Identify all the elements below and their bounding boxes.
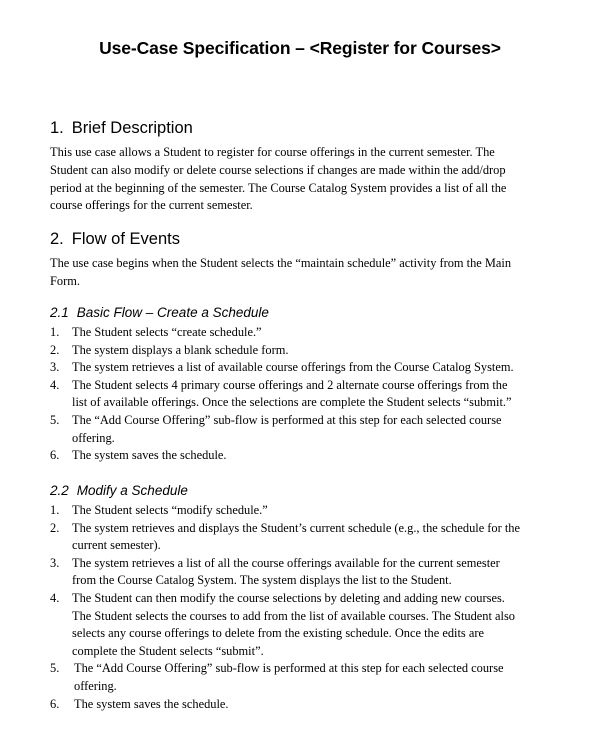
paragraph-line: The use case begins when the Student selects the “maintain schedule” activity from the Main — [50, 256, 512, 270]
list-item — [50, 555, 585, 590]
list-item — [50, 412, 585, 447]
step-number: 4. — [50, 377, 60, 392]
step-text: selects any course offerings to delete from the existing schedule. Once the edits are — [72, 626, 484, 641]
step-text: The system saves the schedule. — [72, 448, 227, 463]
paragraph-line: Student can also modify or delete course selections if changes are made within the add/drop — [50, 162, 506, 177]
step-text: The “Add Course Offering” sub-flow is performed at this step for each selected course — [72, 412, 502, 427]
step-text: The system displays a blank schedule form. — [72, 342, 289, 357]
paragraph-line: period at the beginning of the semester. The Course Catalog System provides a list of all the — [50, 180, 507, 195]
section-heading-flow — [50, 230, 180, 249]
step-text: list of available offerings. Once the selections are complete the Student selects “submit.” — [72, 395, 512, 410]
step-text: offering. — [72, 430, 115, 445]
step-text: The “Add Course Offering” sub-flow is performed at this step for each selected course — [74, 661, 504, 676]
list-item — [50, 520, 585, 555]
list-item — [50, 696, 585, 714]
list-item — [50, 342, 585, 360]
subsection-heading-modify-schedule — [50, 483, 188, 498]
page-title: Use-Case Specification – <Register for Courses> — [99, 38, 501, 58]
section-number: 2. — [50, 230, 64, 248]
step-text: The Student selects the courses to add from the list of available courses. The Student also — [72, 608, 515, 623]
list-item — [50, 377, 585, 412]
paragraph-line: course offerings for the current semester. — [50, 198, 253, 213]
step-number: 3. — [50, 360, 60, 375]
basic-flow-steps — [50, 324, 585, 465]
list-item — [50, 660, 585, 695]
section-number: 1. — [50, 119, 64, 137]
step-number: 5. — [50, 412, 60, 427]
subsection-title: Basic Flow – Create a Schedule — [76, 305, 269, 320]
paragraph-line: This use case allows a Student to register for course offerings in the current semester. The — [50, 145, 495, 159]
list-item — [50, 324, 585, 342]
section-heading-brief — [50, 119, 193, 138]
step-text: offering. — [74, 678, 117, 693]
step-number: 5. — [50, 661, 60, 676]
step-number: 2. — [50, 342, 60, 357]
subsection-number: 2.1 — [50, 305, 69, 320]
brief-description-paragraph — [50, 144, 580, 215]
step-number: 3. — [50, 555, 60, 570]
step-number: 2. — [50, 520, 60, 535]
flow-intro-paragraph — [50, 255, 580, 291]
step-text: complete the Student selects “submit”. — [72, 643, 264, 658]
step-number: 4. — [50, 590, 60, 605]
step-text: The system retrieves a list of available course offerings from the Course Catalog System. — [72, 360, 514, 375]
subsection-title: Modify a Schedule — [76, 483, 188, 498]
step-text: The system retrieves a list of all the course offerings available for the current semester — [72, 555, 500, 570]
list-item — [50, 502, 585, 520]
list-item — [50, 447, 585, 465]
section-title: Brief Description — [71, 119, 193, 137]
step-text: The Student selects “modify schedule.” — [72, 503, 268, 517]
subsection-heading-basic-flow — [50, 305, 269, 320]
step-text: from the Course Catalog System. The system displays the list to the Student. — [72, 573, 452, 588]
step-text: The system saves the schedule. — [74, 696, 229, 711]
step-number: 1. — [50, 325, 60, 339]
paragraph-line: Form. — [50, 273, 80, 288]
subsection-number: 2.2 — [50, 483, 69, 498]
step-number: 6. — [50, 696, 60, 711]
step-number: 1. — [50, 503, 60, 517]
list-item — [50, 359, 585, 377]
step-text: current semester). — [72, 538, 161, 553]
step-text: The Student selects “create schedule.” — [72, 325, 262, 339]
step-number: 6. — [50, 448, 60, 463]
step-text: The Student can then modify the course selections by deleting and adding new courses. — [72, 590, 505, 605]
section-title: Flow of Events — [71, 230, 180, 248]
modify-schedule-steps — [50, 502, 585, 713]
step-text: The Student selects 4 primary course offerings and 2 alternate course offerings from the — [72, 377, 508, 392]
step-text: The system retrieves and displays the Student’s current schedule (e.g., the schedule for the — [72, 520, 520, 535]
list-item — [50, 590, 585, 660]
